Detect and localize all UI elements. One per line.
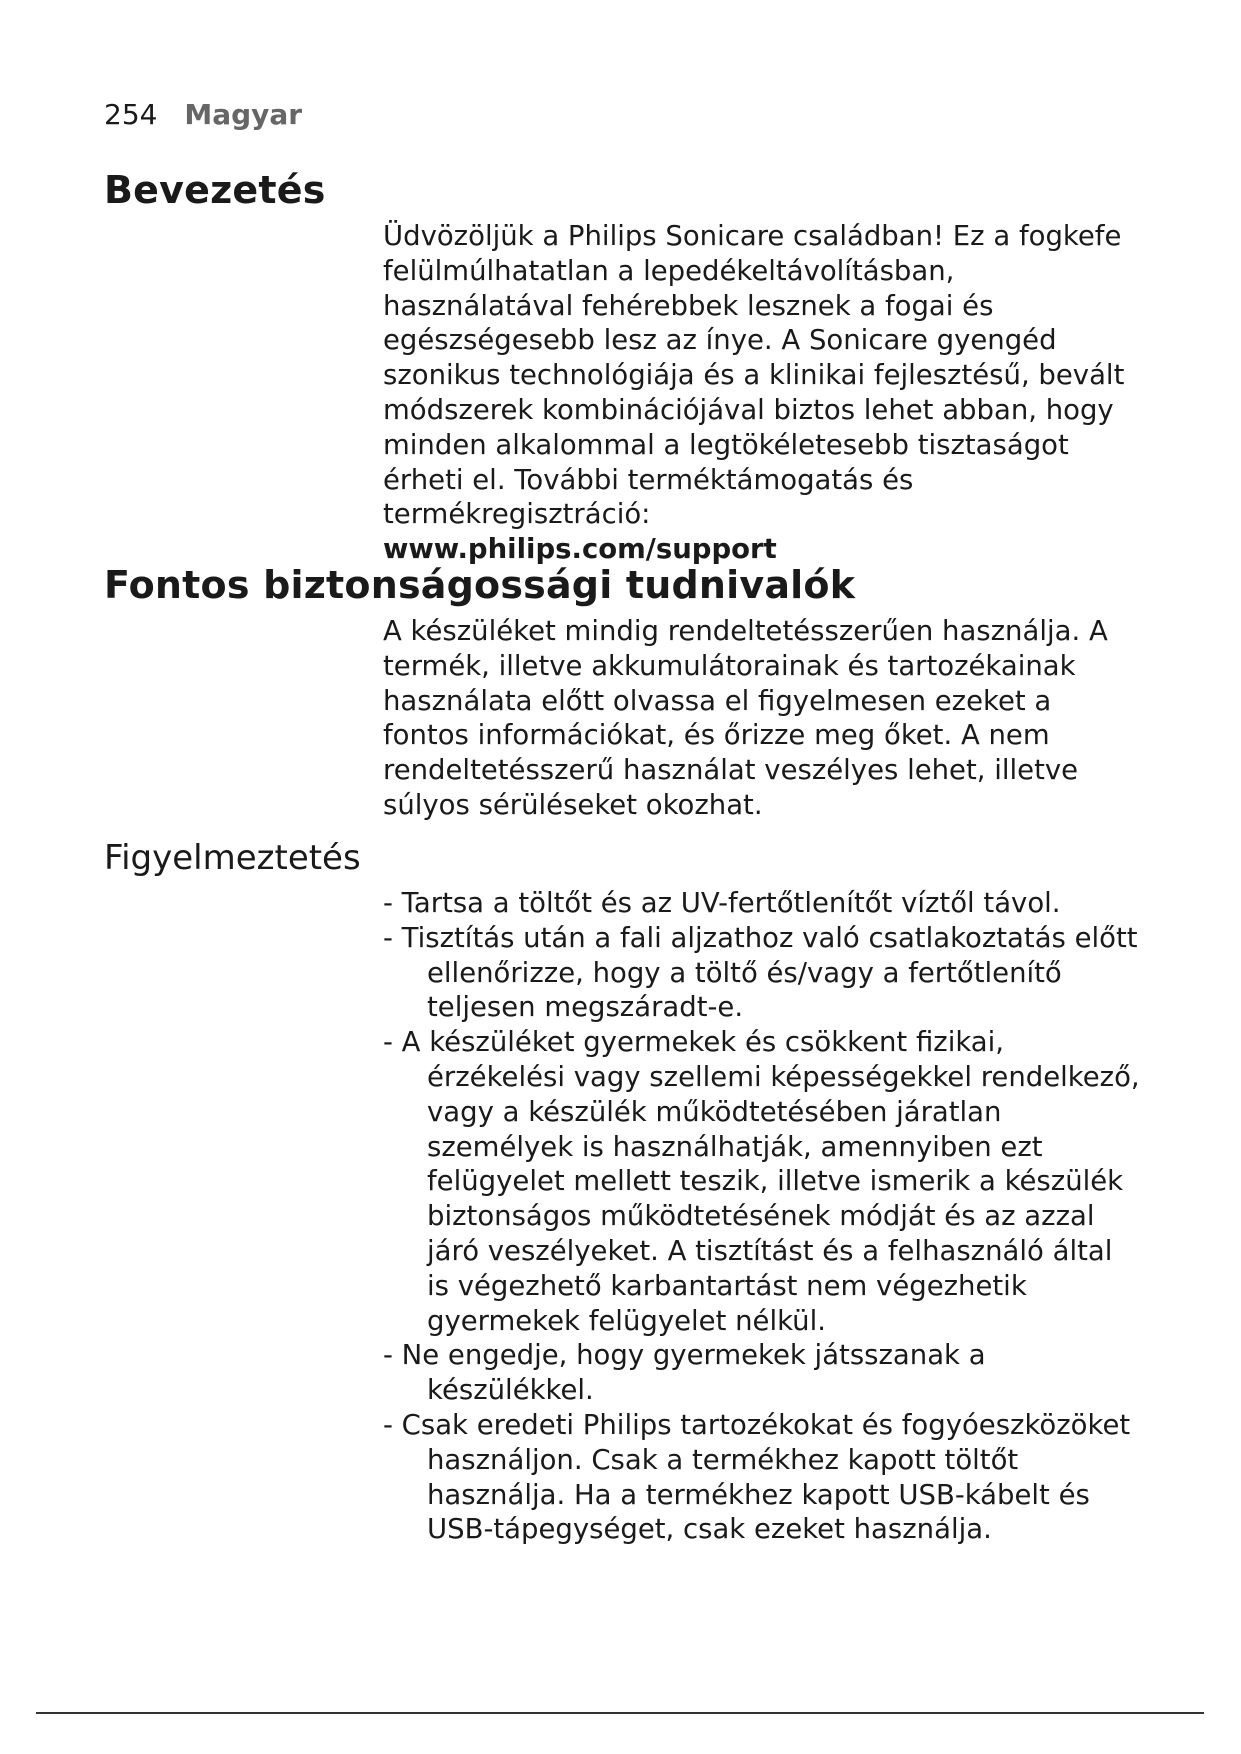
page-header [104,98,302,131]
intro-heading: Bevezetés [104,168,326,212]
support-url[interactable]: www.philips.com/support [383,533,777,566]
page-number: 254 [104,98,158,131]
language-label: Magyar [184,98,303,131]
safety-body [383,614,1143,823]
warning-list [383,886,1143,1547]
intro-paragraph: Üdvözöljük a Philips Sonicare családban! Ez a fogkefe felülmúlhatatlan a lepedékeltávolításban, használatával fehérebbek lesznek a fogai és egészségesebb lesz az ínye. A Sonicare gyengéd szonikus technológiája és a klinikai fejlesztésű, bevált módszerek kombinációjával biztos lehet abban, hogy minden alkalommal a legtökéletesebb tisztaságot érheti el. További terméktámogatás és termékregisztráció: [383,220,1125,531]
safety-paragraph: A készüléket mindig rendeltetésszerűen használja. A termék, illetve akkumulátorainak és tartozékainak használata előtt olvassa el figyelmesen ezeket a fontos információkat, és őrizze meg őket. A nem rendeltetésszerű használat veszélyes lehet, illetve súlyos sérüléseket okozhat. [383,615,1108,821]
list-item: - Csak eredeti Philips tartozékokat és fogyóeszközöket használjon. Csak a termékhez kapott töltőt használja. Ha a termékhez kapott USB-kábelt és USB-tápegységet, csak ezeket használja. [383,1408,1143,1547]
list-item: - Tartsa a töltőt és az UV-fertőtlenítőt víztől távol. [383,886,1143,921]
footer-divider [36,1712,1204,1714]
intro-body [383,219,1143,567]
list-item: - A készüléket gyermekek és csökkent fizikai, érzékelési vagy szellemi képességekkel rendelkező, vagy a készülék működtetésében járatlan személyek is használhatják, amennyiben ezt felügyelet mellett teszik, illetve ismerik a készülék biztonságos működtetésének módját és az azzal járó veszélyeket. A tisztítást és a felhasználó által is végezhető karbantartást nem végezhetik gyermekek felügyelet nélkül. [383,1025,1143,1338]
warning-body [383,886,1143,1547]
list-item: - Tisztítás után a fali aljzathoz való csatlakoztatás előtt ellenőrizze, hogy a töltő és/vagy a fertőtlenítő teljesen megszáradt-e. [383,921,1143,1025]
warning-heading: Figyelmeztetés [104,838,361,878]
list-item: - Ne engedje, hogy gyermekek játsszanak a készülékkel. [383,1338,1143,1408]
safety-heading: Fontos biztonságossági tudnivalók [104,563,856,607]
